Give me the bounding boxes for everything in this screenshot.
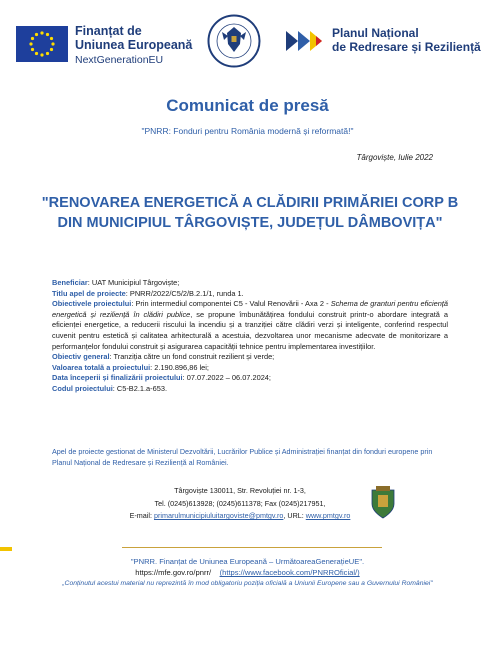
obiectiv-general-value: : Tranziția către un fond construit rezilient și verde; (109, 352, 275, 362)
eu-flag-logo (16, 26, 68, 62)
email-label: E-mail: (129, 511, 154, 520)
footer (0, 556, 495, 590)
contact-online (120, 510, 360, 523)
obiectiv-general-label: Obiectiv general (52, 352, 110, 362)
contact-address: Târgoviște 130011, Str. Revoluției nr. 1-3, (174, 486, 306, 495)
footer-links (0, 567, 495, 578)
footer-facebook-link[interactable]: (https://www.facebook.com/PNRROficial/) (219, 568, 360, 578)
eu-funding-label (75, 24, 192, 67)
email-link[interactable]: primarulmunicipiuluitargoviste@pmtgv.ro (153, 511, 284, 520)
url-link[interactable]: www.pmtgv.ro (305, 511, 351, 520)
obiective-label: Obiectivele proiectului (52, 299, 132, 309)
beneficiar-label: Beneficiar (52, 278, 88, 287)
pnrr-line1: Planul Național (332, 26, 419, 40)
contact-phones: Tel. (0245)613928; (0245)611378; Fax (0245)217951, (154, 498, 326, 508)
project-details (52, 278, 448, 395)
footer-site-link[interactable]: https://mfe.gov.ro/pnrr/ (135, 568, 212, 578)
footer-slogan: "PNRR. Finanțat de Uniunea Europeană – UrmătoareaGenerațieUE". (130, 557, 365, 566)
page-subtitle: "PNRR: Fonduri pentru România modernă și reformată!" (141, 126, 354, 136)
obiective-pre: : Prin intermediul componentei C5 - Valul Renovării - Axa 2 - (131, 299, 331, 309)
valoare-label: Valoarea totală a proiectului (52, 362, 151, 372)
valoare-value: : 2.190.896,86 lei; (150, 362, 209, 372)
titlu-value: : PNRR/2022/C5/2/B.2.1/1, runda 1. (125, 288, 244, 298)
pnrr-line2: de Redresare și Reziliență (332, 40, 481, 54)
titlu-row (52, 289, 448, 300)
contact-block (120, 485, 360, 523)
titlu-label: Titlu apel de proiecte (52, 288, 126, 298)
pnrr-label (332, 26, 481, 54)
url-label: , URL: (283, 511, 306, 520)
valoare-row (52, 363, 448, 374)
obiective-scheme: Schema de granturi pentru eficiență energetică și reziliență în clădiri publice (52, 299, 449, 319)
cod-row (52, 384, 448, 395)
footer-disclaimer: „Conținutul acestui material nu reprezintă în mod obligatoriu poziția oficială a Uniunii Europene sau a Guvernului României" (62, 580, 433, 588)
city-coat-of-arms-icon (370, 486, 396, 520)
cod-value: : C5-B2.1.a-653. (112, 383, 167, 393)
page-title: Comunicat de presă (166, 96, 329, 115)
eu-line3: NextGenerationEU (75, 54, 164, 66)
apel-note: Apel de proiecte gestionat de Ministerul Dezvoltării, Lucrărilor Publice și Administrației finanțat din fonduri europene prin Planul Național de Redresare și Reziliență al României. (52, 447, 433, 467)
obiective-post: , se propune îmbunătățirea fondului construit printr-o abordare integrată a eficienței energetice, a reducerii riscului la incendiu și a tranziției către clădiri verzi și inteligente, conferind respectul cuvenit pentru estetică și calitatea arhitecturală a acestuia, dezvoltarea unor mecanisme adecvate de monitorizare a performanțelor fondului construit și asigurarea capacității tehnice pentru implementarea investițiilor. (52, 309, 448, 351)
eu-line2: Uniunea Europeană (75, 38, 193, 52)
project-headline: "RENOVAREA ENERGETICĂ A CLĂDIRII PRIMĂRIEI CORP B DIN MUNICIPIUL TÂRGOVIȘTE, JUDEȚUL DÂMBOVIȚA" (41, 195, 459, 231)
government-crest-logo (207, 14, 261, 68)
footer-accent-bar (0, 547, 12, 551)
beneficiar-value: : UAT Municipiul Târgoviște; (87, 278, 180, 287)
obiective-row (52, 299, 448, 352)
data-row (52, 373, 448, 384)
place-date: Târgoviște, Iulie 2022 (356, 153, 433, 162)
obiectiv-general-row (52, 352, 448, 363)
data-label: Data începerii și finalizării proiectului (52, 373, 183, 383)
eu-line1: Finanțat de (75, 24, 142, 38)
pnrr-logo (284, 28, 324, 54)
beneficiar-row (52, 278, 448, 289)
footer-divider (122, 547, 382, 548)
cod-label: Codul proiectului (52, 383, 113, 393)
data-value: : 07.07.2022 – 06.07.2024; (182, 373, 271, 383)
